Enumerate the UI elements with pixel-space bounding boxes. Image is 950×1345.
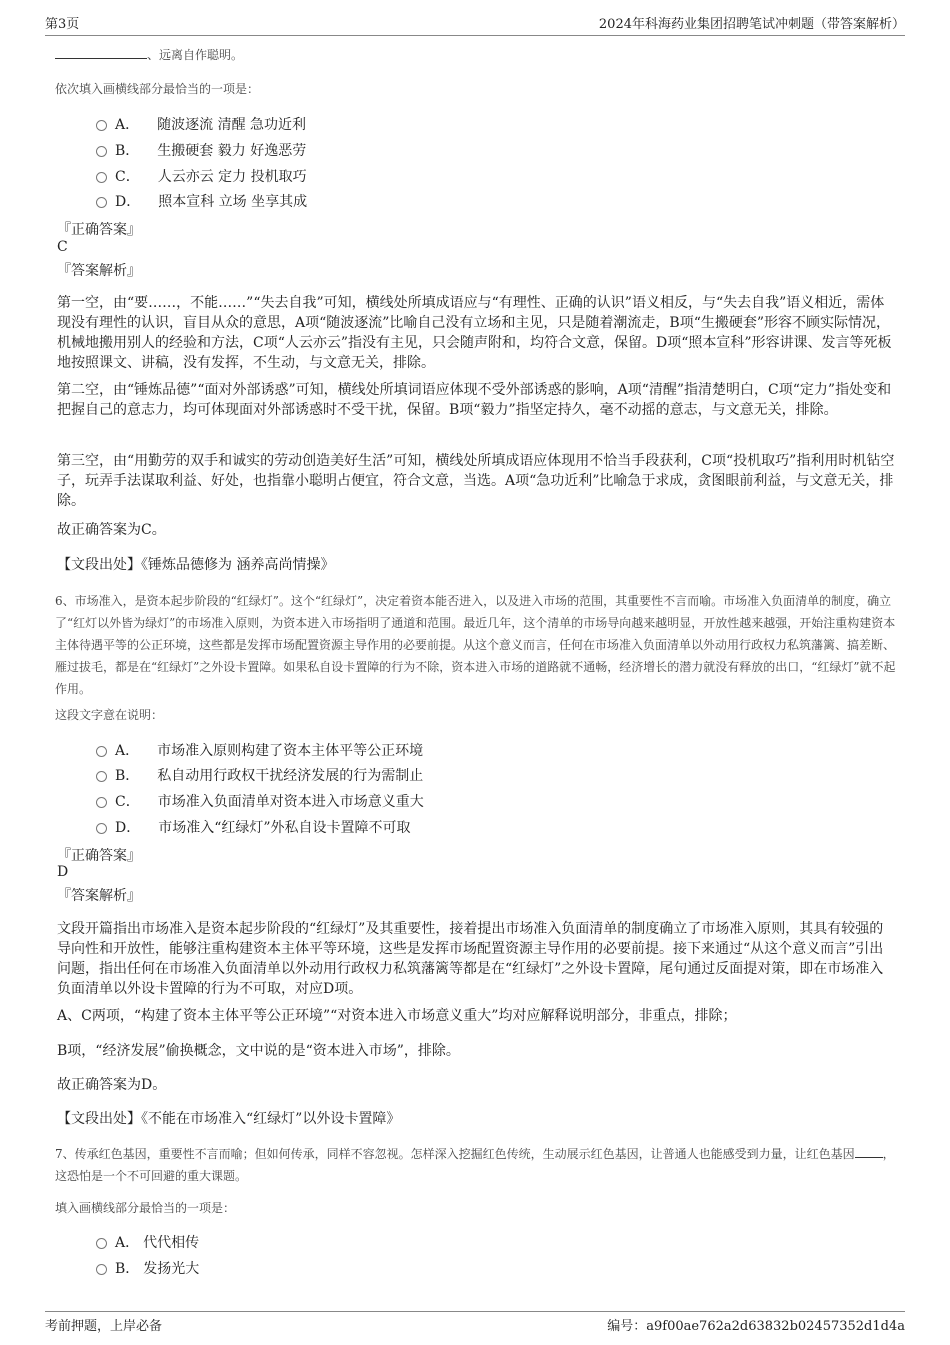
q6-conclusion: 故正确答案为D。 xyxy=(57,1077,167,1093)
q7-prompt: 填入画横线部分最恰当的一项是： xyxy=(55,1201,236,1215)
q5-analysis-p2: 第二空，由“锤炼品德”“面对外部诱惑”可知，横线处所填词语应体现不受外部诱惑的影响，A项“清醒”指清楚明白，C项“定力”指处变和把握自己的意志力，均可体现面对外部诱惑时不受干扰，保留。B项“毅力”指坚定持久，毫不动摇的意志，与文意无关，排除。 xyxy=(57,382,892,418)
footer-slogan: 考前押题，上岸必备 xyxy=(45,1319,163,1334)
q6-option-d[interactable]: D． 市场准入“红绿灯”外私自设卡置障不可取 xyxy=(96,817,411,837)
q7-option-b[interactable]: B． 发扬光大 xyxy=(96,1258,199,1278)
q5-conclusion: 故正确答案为C。 xyxy=(57,522,166,538)
radio-icon[interactable] xyxy=(96,197,107,208)
q6-analysis-heading: 『答案解析』 xyxy=(57,888,141,904)
q6-answer: D xyxy=(57,864,69,880)
q5-option-d[interactable]: D． 照本宣科 立场 坐享其成 xyxy=(96,191,307,211)
q7-stem: 7、传承红色基因，重要性不言而喻；但如何传承，同样不容忽视。怎样深入挖掘红色传统，生动展示红色基因，让普通人也能感受到力量，让红色基因 ，这恐怕是一个不可回避的重大课题。 xyxy=(55,1147,895,1183)
radio-icon[interactable] xyxy=(96,823,107,834)
q6-analysis-p2: A、C两项，“构建了资本主体平等公正环境”“对资本进入市场意义重大”均对应解释说明部分，非重点，排除； xyxy=(57,1008,737,1024)
q5-option-c[interactable]: C． 人云亦云 定力 投机取巧 xyxy=(96,166,307,186)
q5-option-b[interactable]: B． 生搬硬套 毅力 好逸恶劳 xyxy=(96,140,306,160)
page-footer xyxy=(45,1311,905,1336)
radio-icon[interactable] xyxy=(96,797,107,808)
q5-analysis-p3: 第三空，由“用勤劳的双手和诚实的劳动创造美好生活”可知，横线处所填成语应体现用不恰当手段获利，C项“投机取巧”指利用时机钻空子，玩弄手法谋取利益、好处，也指靠小聪明占便宜，符合文意，当选。A项“急功近利”比喻急于求成，贪图眼前利益，与文意无关，排除。 xyxy=(57,453,895,509)
q6-source: 【文段出处】《不能在市场准入“红绿灯”以外设卡置障》 xyxy=(57,1111,401,1127)
page-number: 第3页 xyxy=(45,17,80,32)
radio-icon[interactable] xyxy=(96,172,107,183)
radio-icon[interactable] xyxy=(96,120,107,131)
q6-prompt: 这段文字意在说明： xyxy=(55,708,164,722)
q6-stem: 6、市场准入，是资本起步阶段的“红绿灯”。这个“红绿灯”，决定着资本能否进入，以及进入市场的范围，其重要性不言而喻。市场准入负面清单的制度，确立了“红灯以外皆为绿灯”的市场准入原则，为资本进入市场指明了通道和范围。最近几年，这个清单的市场导向越来越明显，开放性越来越强，开始注重构建资本主体待遇平等的公正环境，这些都是发挥市场配置资源主导作用的必要前提。从这个意义而言，任何在市场准入负面清单以外动用行政权力私筑藩篱、搞差断、雁过拔毛，都是在“红绿灯”之外设卡置障。如果私自设卡置障的行为不除，资本进入市场的道路就不通畅，经济增长的潜力就没有释放的出口，“红绿灯”就不起作用。 xyxy=(55,594,896,696)
q5-answer: C xyxy=(57,239,68,255)
radio-icon[interactable] xyxy=(96,746,107,757)
q6-analysis-p3: B项，“经济发展”偷换概念，文中说的是“资本进入市场”，排除。 xyxy=(57,1043,460,1059)
q7-option-a[interactable]: A． 代代相传 xyxy=(96,1232,199,1252)
document-title: 2024年科海药业集团招聘笔试冲刺题（带答案解析） xyxy=(598,17,905,32)
q5-source: 【文段出处】《锤炼品德修为 涵养高尚情操》 xyxy=(57,557,335,573)
radio-icon[interactable] xyxy=(96,1264,107,1275)
radio-icon[interactable] xyxy=(96,771,107,782)
q6-analysis-p1: 文段开篇指出市场准入是资本起步阶段的“红绿灯”及其重要性，接着提出市场准入负面清单的制度确立了市场准入原则，其具有较强的导向性和开放性，能够注重构建资本主体平等环境，这些是发挥市场配置资源主导作用的必要前提。接下来通过“从这个意义而言”引出问题，指出任何在市场准入负面清单以外动用行政权力私筑藩篱等都是在“红绿灯”之外设卡置障，尾句通过反面提对策，即在市场准入负面清单以外设卡置障的行为不可取，对应D项。 xyxy=(57,921,884,997)
q5-answer-heading: 『正确答案』 xyxy=(57,222,141,238)
q6-answer-heading: 『正确答案』 xyxy=(57,848,141,864)
radio-icon[interactable] xyxy=(96,1238,107,1249)
page-header xyxy=(45,13,905,36)
q5-analysis-p1: 第一空，由“要……，不能……”“失去自我”可知，横线处所填成语应与“有理性、正确的认识”语义相反，与“失去自我”语义相近，需体现没有理性的认识，盲目从众的意思，A项“随波逐流”比喻自己没有立场和主见，只是随着潮流走，B项“生搬硬套”形容不顾实际情况，机械地搬用别人的经验和方法，C项“人云亦云”指没有主见，只会随声附和，均符合文意，保留。D项“照本宣科”形容讲课、发言等死板地按照课文、讲稿，没有发挥，不生动，与文意无关，排除。 xyxy=(57,295,892,371)
document-id: 编号：a9f00ae762a2d63832b02457352d1d4a xyxy=(607,1319,905,1334)
radio-icon[interactable] xyxy=(96,146,107,157)
fill-blank xyxy=(855,1145,883,1158)
q5-option-a[interactable]: A． 随波逐流 清醒 急功近利 xyxy=(96,114,306,134)
q6-option-a[interactable]: A． 市场准入原则构建了资本主体平等公正环境 xyxy=(96,740,423,760)
q6-option-c[interactable]: C． 市场准入负面清单对资本进入市场意义重大 xyxy=(96,791,424,811)
q5-prompt: 依次填入画横线部分最恰当的一项是： xyxy=(55,82,260,96)
q5-line-tail: 、远离自作聪明。 xyxy=(55,46,243,63)
q5-analysis-heading: 『答案解析』 xyxy=(57,263,141,279)
fill-blank xyxy=(55,46,147,59)
q6-option-b[interactable]: B． 私自动用行政权干扰经济发展的行为需制止 xyxy=(96,765,423,785)
